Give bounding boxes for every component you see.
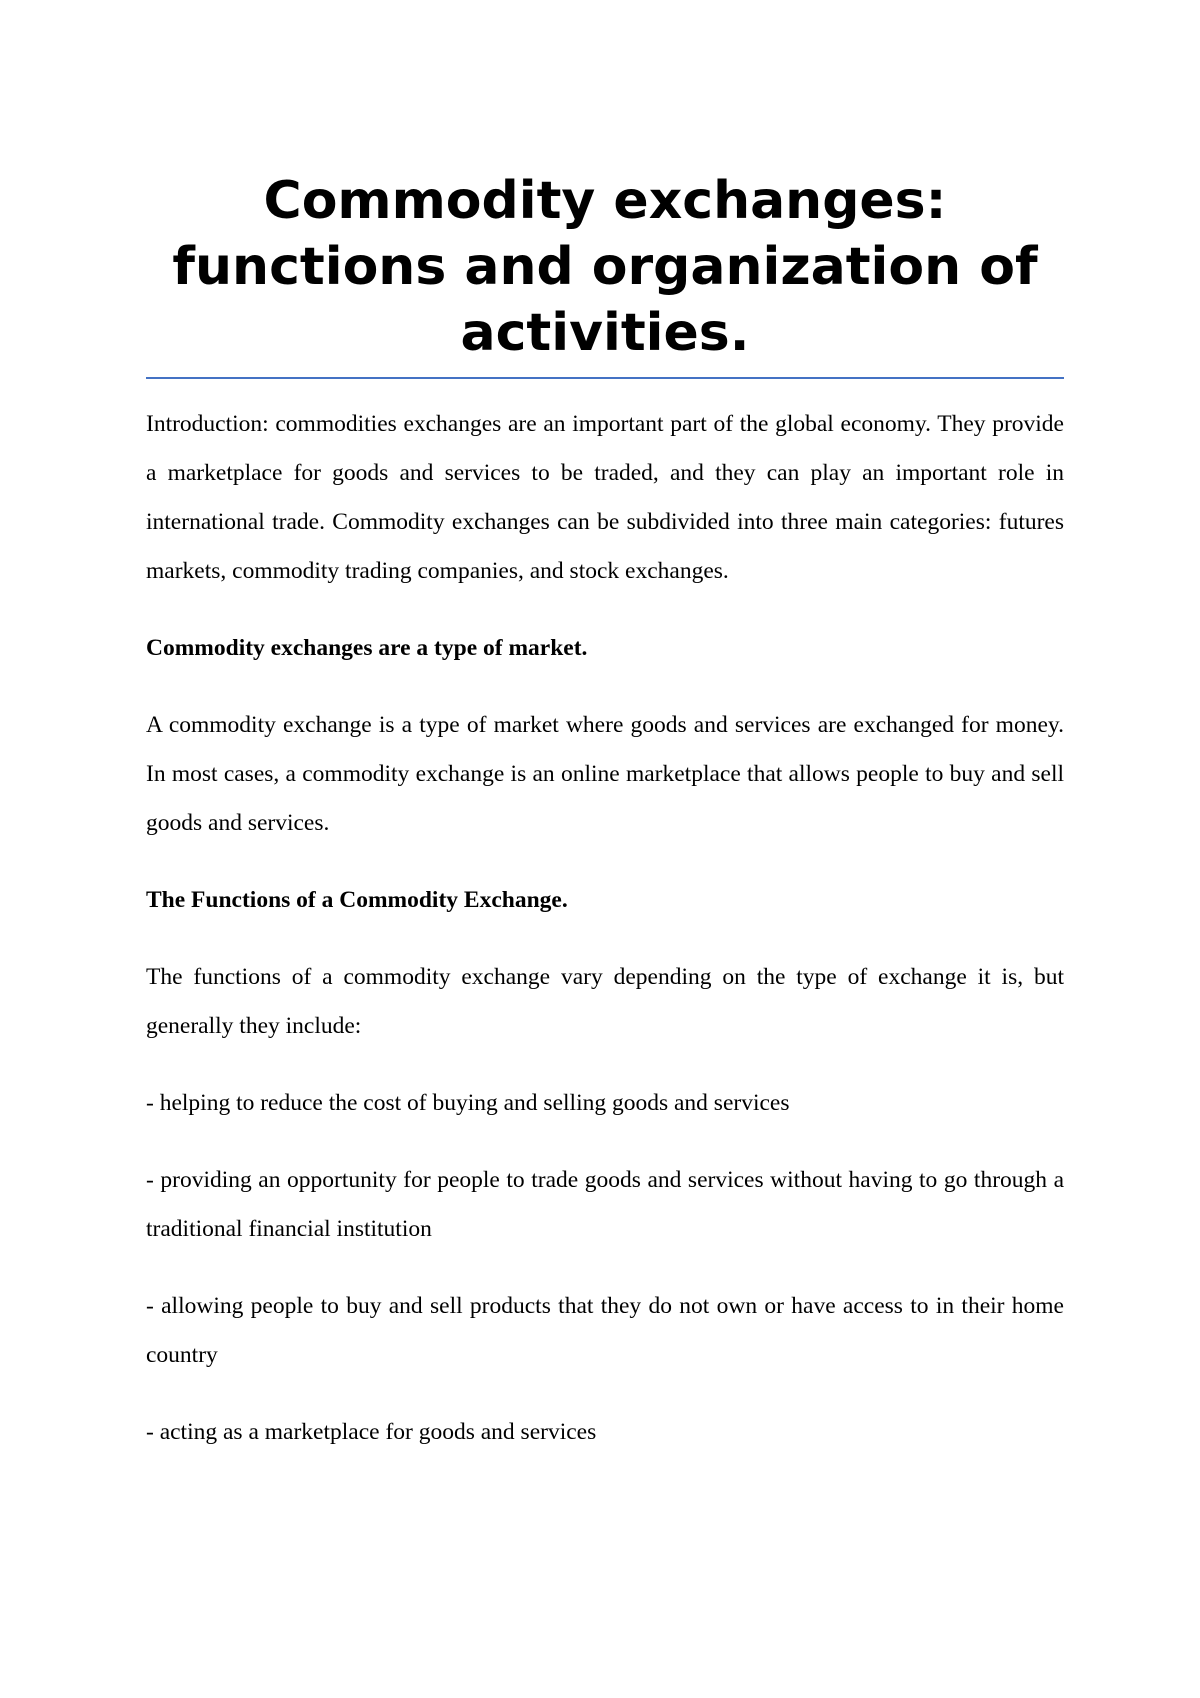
section-heading-functions: The Functions of a Commodity Exchange. xyxy=(146,887,568,913)
list-item: - providing an opportunity for people to trade goods and services without having to go through a traditional financial institution xyxy=(146,1167,1064,1242)
list-item: - acting as a marketplace for goods and services xyxy=(146,1419,597,1445)
section-paragraph-market-type: A commodity exchange is a type of market where goods and services are exchanged for money. In most cases, a commodity exchange is an online marketplace that allows people to buy and sell goods and services. xyxy=(146,712,1064,836)
section-paragraph-functions: The functions of a commodity exchange vary depending on the type of exchange it is, but generally they include: xyxy=(146,964,1064,1039)
section-heading-market-type: Commodity exchanges are a type of market. xyxy=(146,635,588,661)
list-item: - helping to reduce the cost of buying and selling goods and services xyxy=(146,1090,790,1116)
document-title: Commodity exchanges: functions and organization of activities. xyxy=(172,171,1038,363)
intro-paragraph: Introduction: commodities exchanges are an important part of the global economy. They provide a marketplace for goods and services to be traded, and they can play an important role in international trade. Commodity exchanges can be subdivided into three main categories: futures markets, commodity trading companies, and stock exchanges. xyxy=(146,411,1064,584)
title-divider xyxy=(146,377,1064,379)
list-item: - allowing people to buy and sell products that they do not own or have access to in their home country xyxy=(146,1293,1064,1368)
document-body xyxy=(146,400,1064,1485)
